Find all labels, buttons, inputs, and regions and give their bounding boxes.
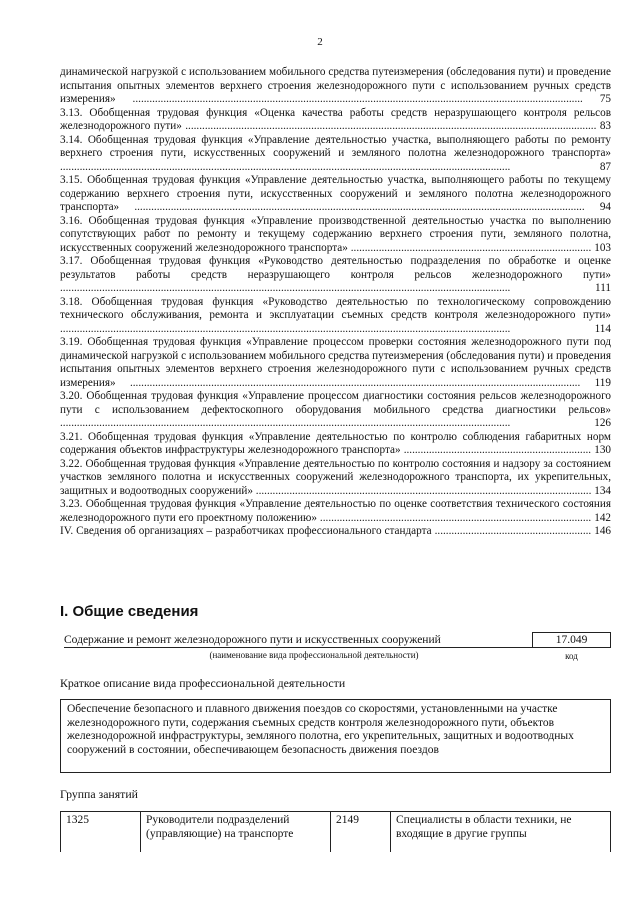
toc-entry xyxy=(60,296,611,337)
activity-name: Содержание и ремонт железнодорожного пути и искусственных сооружений xyxy=(64,634,564,648)
toc-entry-text: 3.21. Обобщенная трудовая функция «Управление деятельностью по контролю соблюдения габаритных норм содержания объектов инфраструктуры железнодорожного транспорта» xyxy=(60,430,611,456)
occupation-code-1: 1325 xyxy=(61,812,141,852)
toc-entry-page: 126 xyxy=(594,417,611,429)
toc-entry-text: 3.13. Обобщенная трудовая функция «Оценка качества работы средств неразрушающего контроля рельсов железнодорожного пути» xyxy=(60,106,611,132)
toc-entry-page: 114 xyxy=(594,322,611,335)
brief-description-label: Краткое описание вида профессиональной деятельности xyxy=(60,676,346,690)
toc-entry xyxy=(60,215,611,256)
toc-entry-text: динамической нагрузкой с использованием мобильного средства путеизмерения (обследования пути) и проведение испытания опытных элементов верхнего строения железнодорожного пути с использованием ручных средств измерения» xyxy=(60,66,611,105)
toc-entry-page: 134 xyxy=(594,484,612,497)
toc-entry-text: 3.14. Обобщенная трудовая функция «Управление деятельностью участка, выполняющего работы по ремонту верхнего строения пути, искусственных сооружений и земляного полотна железнодорожного транспорта» xyxy=(60,133,611,159)
toc-leader-dots: ................................................................................................. xyxy=(316,511,595,524)
toc-entry-text: IV. Сведения об организациях – разработчиках профессионального стандарта xyxy=(60,525,432,537)
toc-leader-dots: ................................................................................................................................................... xyxy=(181,120,600,132)
activity-field xyxy=(60,634,611,664)
toc-entry xyxy=(60,431,611,458)
table-row xyxy=(61,812,611,852)
toc-entry-text: 3.20. Обобщенная трудовая функция «Управление процессом диагностики состояния рельсов железнодорожного пути с использованием дефектоскопного оборудования мобильного средства диагностики рельсов» xyxy=(60,390,611,416)
toc-entry-page: 87 xyxy=(599,160,611,173)
code-caption: код xyxy=(565,651,578,661)
toc-leader-dots: ................................................................................................................................................................. xyxy=(115,376,595,389)
toc-leader-dots: ................................................................... xyxy=(400,444,595,456)
toc-leader-dots: ...................................................................................... xyxy=(347,241,595,254)
toc-entry-page: 83 xyxy=(599,120,612,132)
toc-entry-page: 111 xyxy=(595,282,611,294)
toc-entry-text: 3.16. Обобщенная трудовая функция «Управление производственной деятельностью участка по выполнению сопутствующих работ по ремонту и текущему содержанию верхнего строения пути, земляного полотна, искусственных сооружений железнодорожного транспорта» xyxy=(60,214,611,254)
toc-leader-dots: ................................................................................................................................................................. xyxy=(60,417,595,429)
toc-entry-page: 75 xyxy=(599,93,611,105)
section-title: I. Общие сведения xyxy=(60,603,199,620)
page-number: 2 xyxy=(317,36,323,48)
brief-description-box: Обеспечение безопасного и плавного движения поездов со скоростями, установленными на участке железнодорожного пути, содержания съемных средств контроля железнодорожного пути, объектов железнодорожной инфраструктуры, земляного полотна, его укрепительных, защитных и водоотводных сооружений в состоянии, обеспечивающем безопасность движения поездов xyxy=(60,699,611,773)
toc-entry xyxy=(60,390,611,431)
toc-entry-text: 3.15. Обобщенная трудовая функция «Управление деятельностью участка, выполняющего работы по текущему содержанию верхнего строения пути, искусственных сооружений и земляного полотна железнодорожного транспорта» xyxy=(60,174,611,213)
toc-entry xyxy=(60,66,611,107)
occupation-name-1: Руководители подразделений (управляющие) на транспорте xyxy=(141,812,331,852)
occupation-group-label: Группа занятий xyxy=(60,787,138,801)
toc-entry xyxy=(60,174,611,215)
toc-entry-text: 3.19. Обобщенная трудовая функция «Управление процессом проверки состояния железнодорожного пути под динамической нагрузкой с использованием мобильного средства путеизмерения (обследования пути) и проведения испытания опытных элементов верхнего строения железнодорожного пути с использованием ручных средств измерения» xyxy=(60,336,611,389)
toc-entry xyxy=(60,255,611,296)
toc-entry-text: 3.17. Обобщенная трудовая функция «Руководство деятельностью подразделения по обработке и оценке результатов работы средств неразрушающего контроля рельсов железнодорожного пути» xyxy=(60,255,611,281)
occupation-code-2: 2149 xyxy=(331,812,391,852)
toc-leader-dots: ................................................................................................................................................................. xyxy=(119,201,600,213)
toc-entry-text: 3.23. Обобщенная трудовая функция «Управление деятельностью по оценке соответствия технического состояния железнодорожного пути его проектному положению» xyxy=(60,498,611,524)
toc-entry-page: 103 xyxy=(594,241,612,254)
toc-entry xyxy=(60,134,611,175)
toc-leader-dots: ........................................................ xyxy=(431,525,595,537)
toc-entry xyxy=(60,498,611,525)
activity-caption: (наименование вида профессиональной деятельности) xyxy=(209,650,419,660)
occupation-table xyxy=(60,811,611,852)
occupation-name-2: Специалисты в области техники, не входящие в другие группы xyxy=(391,812,611,852)
toc-entry-page: 130 xyxy=(594,444,611,456)
toc-entry-text: 3.18. Обобщенная трудовая функция «Руководство деятельностью по технологическому сопровождению технического обслуживания, ремонта и эксплуатации съемных средств контроля железнодорожного пути» xyxy=(60,295,611,321)
toc-leader-dots: ................................................................................................................................................................. xyxy=(115,93,600,105)
toc-entry-page: 94 xyxy=(599,201,611,213)
toc-entry xyxy=(60,336,611,390)
activity-code: 17.049 xyxy=(532,632,611,648)
toc-leader-dots: ................................................................................................................................................................. xyxy=(60,282,596,294)
toc-leader-dots: ........................................................................................................................ xyxy=(252,484,595,497)
toc-leader-dots: ................................................................................................................................................................. xyxy=(60,160,600,173)
toc-leader-dots: ................................................................................................................................................................. xyxy=(60,322,595,335)
toc-entry-page: 142 xyxy=(594,511,612,524)
toc-entry-page: 119 xyxy=(594,376,611,389)
toc-entry xyxy=(60,107,611,134)
table-of-contents xyxy=(60,66,611,539)
toc-entry xyxy=(60,525,611,539)
toc-entry xyxy=(60,458,611,499)
toc-entry-text: 3.22. Обобщенная трудовая функция «Управление деятельностью по контролю состояния и надзору за состоянием участков земляного полотна и искусственных сооружений железнодорожного транспорта, их укрепительных, защитных и водоотводных сооружений» xyxy=(60,457,611,497)
toc-entry-page: 146 xyxy=(594,525,612,537)
